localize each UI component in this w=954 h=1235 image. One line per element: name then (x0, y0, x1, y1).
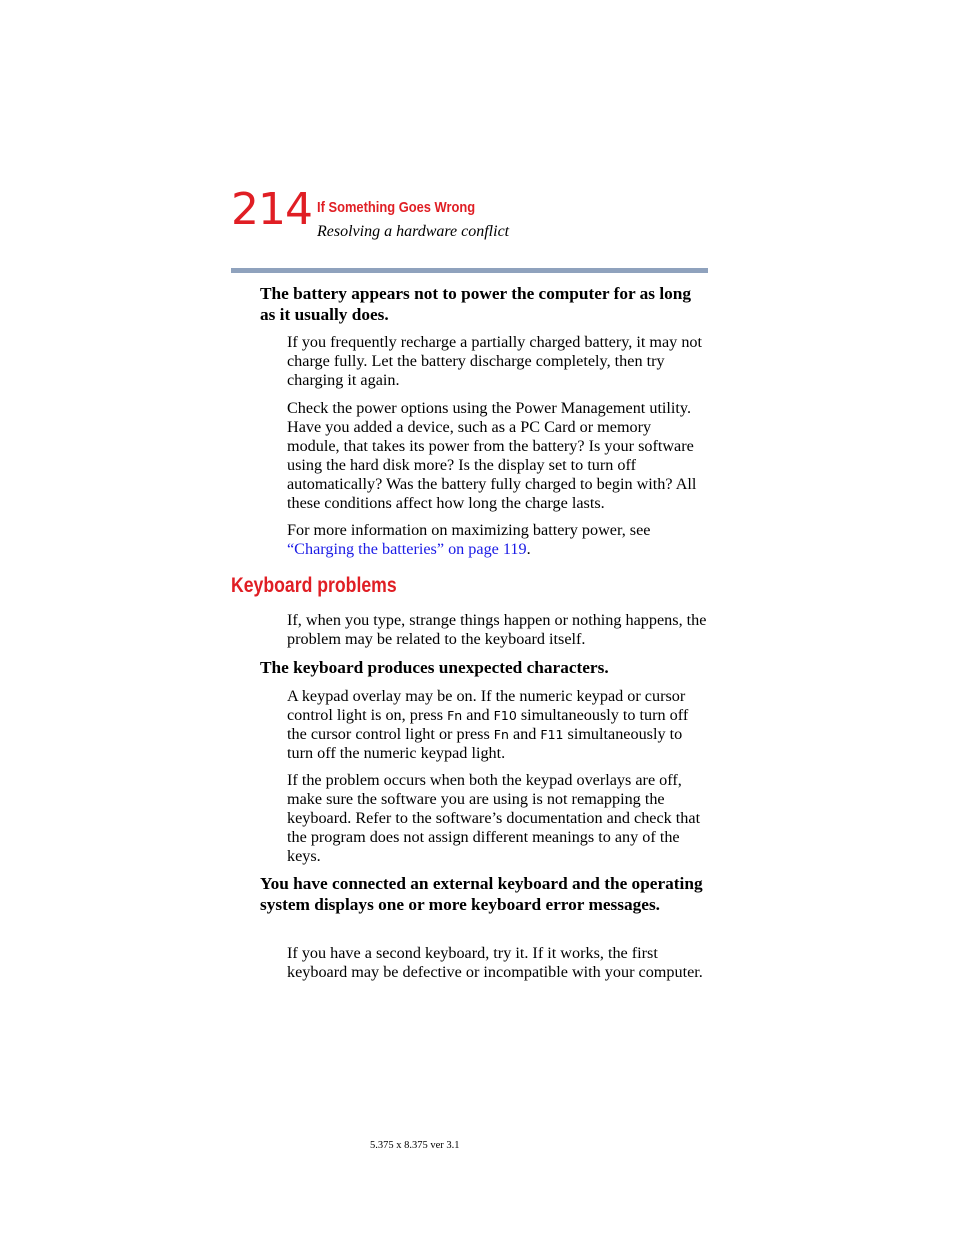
keyboard-problems-heading: Keyboard problems (231, 574, 397, 597)
fn-key: Fn (493, 727, 509, 742)
battery-paragraph-2: Check the power options using the Power Management utility. Have you added a device, such as a PC Card or memory module, that takes its power from the battery? Is your software using the hard disk more? Is the display set to turn off automatically? Was the battery fully charged to begin with? All these conditions affect how long the charge lasts. (287, 399, 697, 512)
charging-batteries-link[interactable]: “Charging the batteries” on page 119 (287, 540, 527, 558)
battery-paragraph-1: If you frequently recharge a partially charged battery, it may not charge fully. Let the battery discharge completely, then try charging it again. (287, 333, 703, 389)
chapter-title: If Something Goes Wrong (317, 199, 476, 216)
keyboard-intro: If, when you type, strange things happen or nothing happens, the problem may be related to the keyboard itself. (287, 611, 707, 648)
battery-paragraph-3-text: For more information on maximizing battery power, see (287, 521, 651, 539)
battery-paragraph-3-end: . (526, 540, 531, 558)
f11-key: F11 (540, 727, 564, 742)
keyboard-answer-2: If the problem occurs when both the keypad overlays are off, make sure the software you are using is not remapping the keyboard. Refer to the software’s documentation and check that the program does not assign different meanings to any of the keys. (287, 771, 701, 865)
keyboard-answer-1 (287, 687, 707, 763)
page-number: 214 (231, 184, 312, 235)
section-title: Resolving a hardware conflict (317, 223, 510, 240)
battery-question: The battery appears not to power the computer for as long as it usually does. (260, 284, 692, 324)
f10-key: F10 (493, 708, 517, 723)
battery-paragraph-3 (287, 521, 707, 559)
answer-1-and: and (512, 725, 537, 743)
header-rule (231, 268, 708, 273)
fn-key: Fn (447, 708, 463, 723)
keyboard-question-1: The keyboard produces unexpected characters. (260, 658, 609, 677)
keyboard-answer-3: If you have a second keyboard, try it. If it works, the first keyboard may be defective or incompatible with your computer. (287, 944, 703, 981)
footer-version: 5.375 x 8.375 ver 3.1 (370, 1140, 460, 1151)
keyboard-question-2: You have connected an external keyboard and the operating system displays one or more keyboard error messages. (260, 874, 703, 914)
answer-1-part-3: simultaneously to turn off the numeric keypad light. (287, 725, 683, 762)
answer-1-part-1: A keypad overlay may be on. If the numeric keypad or cursor control light is on, press (287, 687, 686, 724)
answer-1-part-2: simultaneously to turn off the cursor control light or press (287, 706, 689, 743)
answer-1-and: and (466, 706, 490, 724)
